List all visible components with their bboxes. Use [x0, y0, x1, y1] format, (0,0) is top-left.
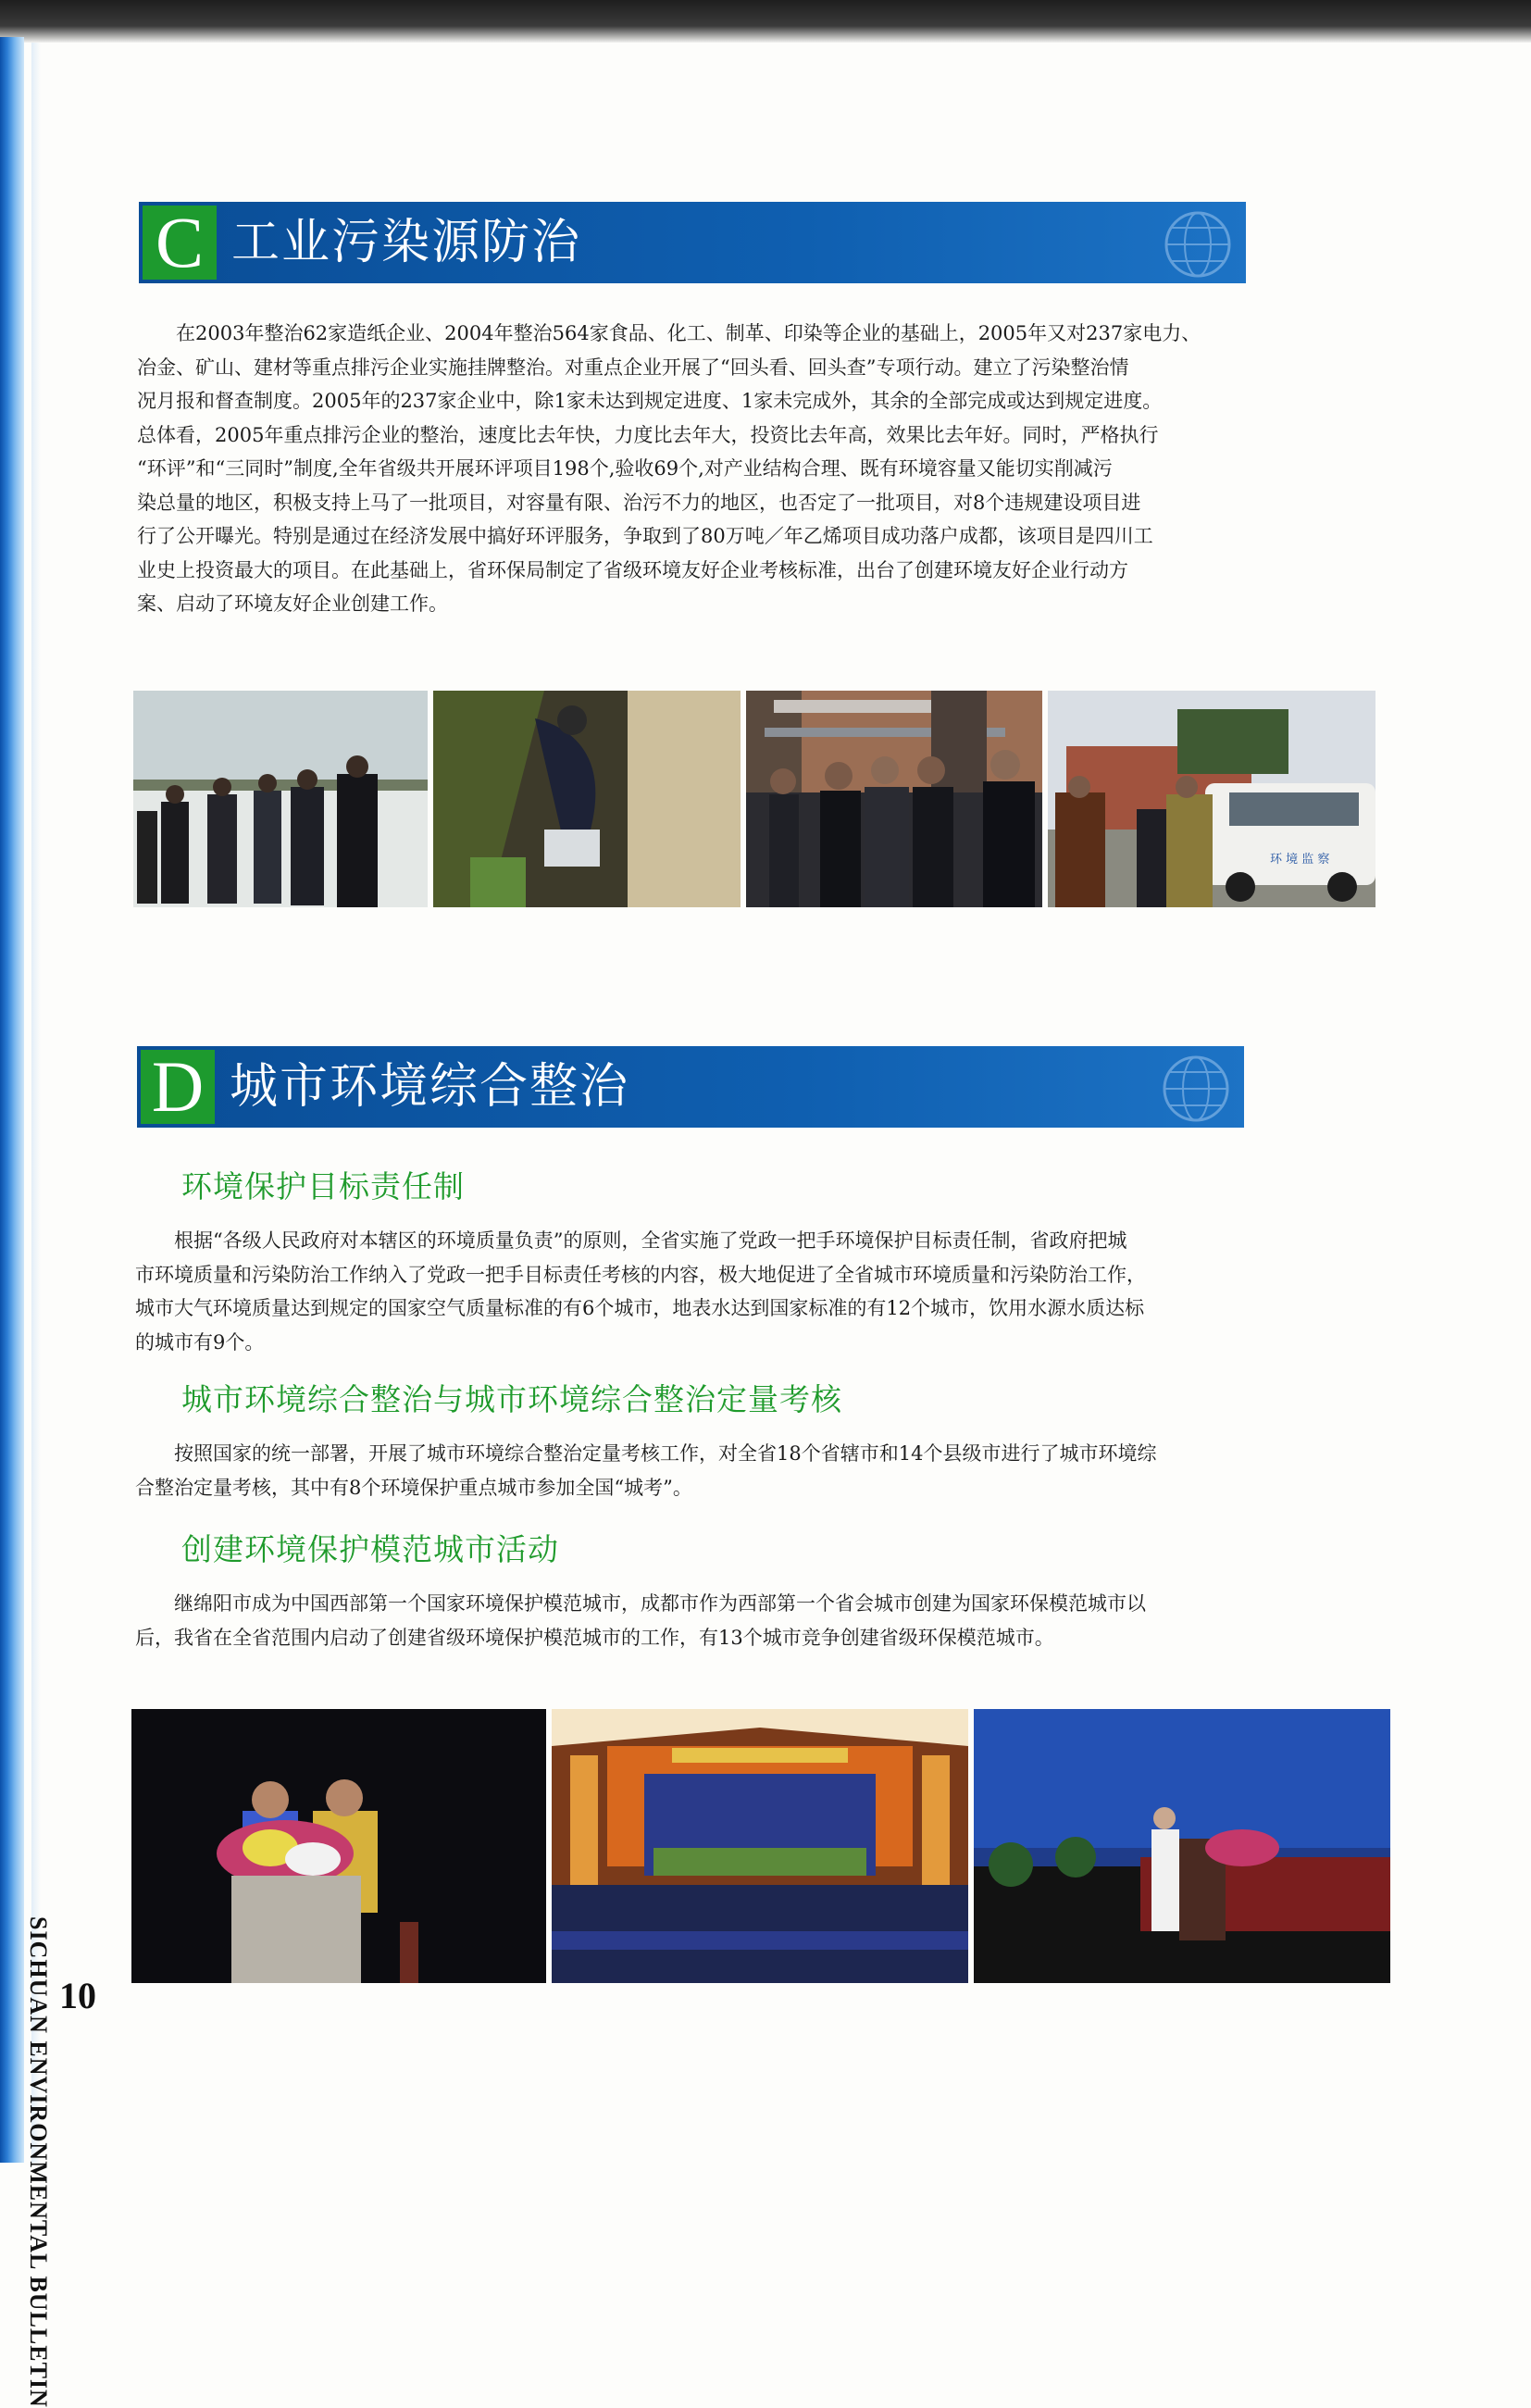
photo-students-speech — [131, 1709, 546, 1983]
subsection-paragraph-assessment — [135, 1437, 1375, 1504]
van-label: 环 境 监 察 — [1270, 853, 1330, 867]
page-spine-shade — [31, 43, 41, 2163]
paragraph-line: 况月报和督查制度。2005年的237家企业中，除1家未达到规定进度、1家未完成外，其余的全部完成或达到规定进度。 — [137, 390, 1163, 412]
publication-title: SICHUAN ENVIRONMENTAL BULLETIN — [25, 1916, 52, 2408]
subsection-paragraph-responsibility — [135, 1224, 1375, 1359]
paragraph-line: 的城市有9个。 — [135, 1330, 265, 1354]
section-c-paragraph — [137, 317, 1375, 621]
photo-conference-hall — [552, 1709, 968, 1983]
paragraph-line: 根据“各级人民政府对本辖区的环境质量负责”的原则，全省实施了党政一把手环境保护目标责任制，省政府把城 — [135, 1229, 1127, 1252]
paragraph-line: 合整治定量考核，其中有8个环境保护重点城市参加全国“城考”。 — [135, 1476, 692, 1499]
paragraph-line: 总体看，2005年重点排污企业的整治，速度比去年快，力度比去年大，投资比去年高，效果比去年好。同时，严格执行 — [137, 423, 1159, 446]
photo-factory-visit — [746, 691, 1042, 907]
section-d-header — [137, 1046, 1244, 1128]
paragraph-line: 染总量的地区，积极支持上马了一批项目，对容量有限、治污不力的地区，也否定了一批项目，对8个违规建设项目进 — [137, 491, 1141, 514]
photo-sampling-ditch — [433, 691, 741, 907]
paragraph-line: 后，我省在全省范围内启动了创建省级环境保护模范城市的工作，有13个城市竞争创建省级环保模范城市。 — [135, 1626, 1054, 1649]
scan-top-edge — [0, 0, 1531, 43]
section-c-header — [139, 202, 1246, 283]
subsection-heading-assessment: 城市环境综合整治与城市环境综合整治定量考核 — [181, 1381, 842, 1417]
subsection-paragraph-model-city — [135, 1587, 1375, 1654]
page-number: 10 — [59, 1975, 96, 2016]
section-c-letter: C — [143, 206, 217, 280]
subsection-heading-responsibility: 环境保护目标责任制 — [181, 1168, 465, 1204]
paragraph-line: 继绵阳市成为中国西部第一个国家环境保护模范城市，成都市作为西部第一个省会城市创建为国家环保模范城市以 — [135, 1592, 1146, 1615]
paragraph-line: 行了公开曝光。特别是通过在经济发展中搞好环评服务，争取到了80万吨／年乙烯项目成功落户成都，该项目是四川工 — [137, 525, 1153, 547]
paragraph-line: 业史上投资最大的项目。在此基础上，省环保局制定了省级环境友好企业考核标准，出台了创建环境友好企业行动方 — [137, 558, 1128, 581]
paragraph-line: 案、启动了环境友好企业创建工作。 — [137, 593, 448, 615]
photo-inspection-riverside — [133, 691, 428, 907]
paragraph-line: 在2003年整治62家造纸企业、2004年整治564家食品、化工、制革、印染等企业的基础上，2005年又对237家电力、 — [137, 322, 1201, 344]
section-d-letter: D — [141, 1050, 215, 1124]
photo-podium-ceremony — [974, 1709, 1390, 1983]
section-d-title: 城市环境综合整治 — [230, 1059, 630, 1115]
paragraph-line: 市环境质量和污染防治工作纳入了党政一把手目标责任考核的内容，极大地促进了全省城市环境质量和污染防治工作， — [135, 1263, 1146, 1286]
globe-icon — [1148, 1052, 1231, 1124]
globe-icon — [1150, 207, 1233, 280]
photo-inspection-van — [1048, 691, 1375, 907]
page-spine-stripe — [0, 37, 24, 2163]
paragraph-line: “环评”和“三同时”制度,全年省级共开展环评项目198个,验收69个,对产业结构合理、既有环境容量又能切实削减污 — [137, 457, 1113, 480]
subsection-heading-model-city: 创建环境保护模范城市活动 — [181, 1531, 559, 1567]
paragraph-line: 按照国家的统一部署，开展了城市环境综合整治定量考核工作，对全省18个省辖市和14个县级市进行了城市环境综 — [135, 1442, 1157, 1465]
section-c-title: 工业污染源防治 — [231, 215, 582, 270]
paragraph-line: 冶金、矿山、建材等重点排污企业实施挂牌整治。对重点企业开展了“回头看、回头查”专项行动。建立了污染整治情 — [137, 356, 1129, 379]
paragraph-line: 城市大气环境质量达到规定的国家空气质量标准的有6个城市，地表水达到国家标准的有12个城市，饮用水源水质达标 — [135, 1297, 1145, 1319]
